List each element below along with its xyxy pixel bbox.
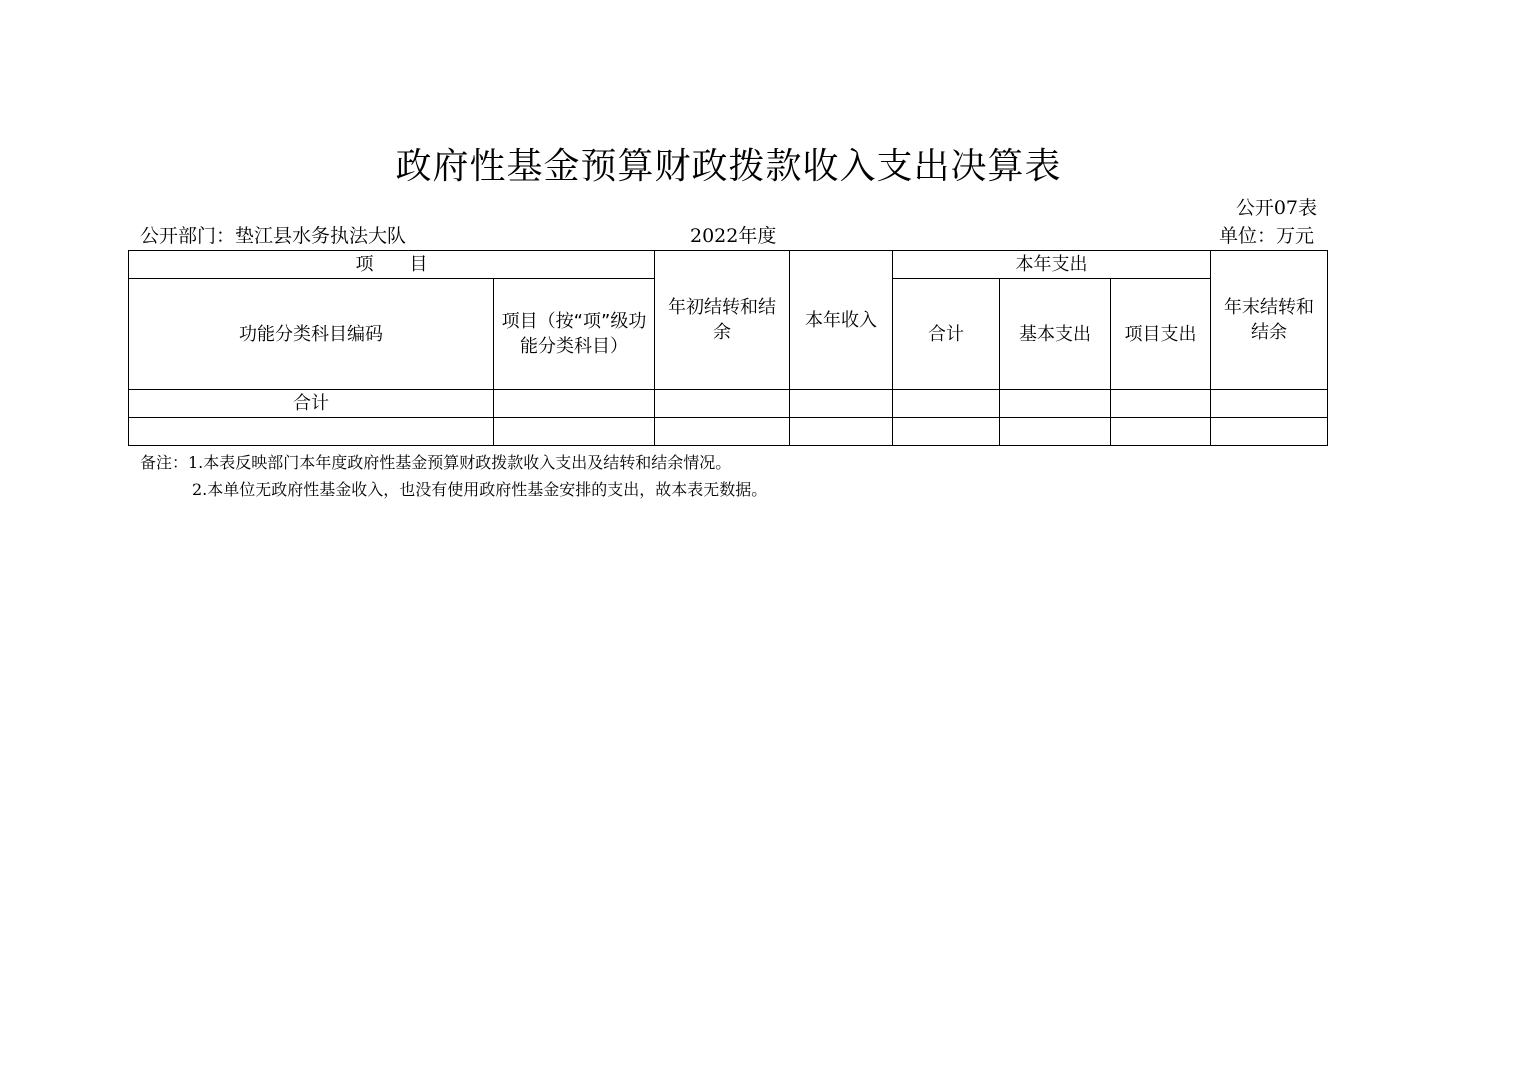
header-project-name: 项目（按“项”级功能分类科目） [494, 279, 655, 390]
total-expenditure-total-cell [893, 390, 1000, 418]
project-expenditure-cell [1111, 418, 1211, 446]
total-current-income-cell [790, 390, 893, 418]
project-name-cell [494, 418, 655, 446]
header-opening-balance: 年初结转和结余 [655, 251, 790, 390]
form-number: 公开07表 [1235, 197, 1317, 219]
header-current-income: 本年收入 [790, 251, 893, 390]
header-closing-balance: 年末结转和结余 [1211, 251, 1328, 390]
fund-budget-table [128, 250, 1328, 446]
header-func-code: 功能分类科目编码 [129, 279, 494, 390]
header-basic-expenditure: 基本支出 [1000, 279, 1111, 390]
header-current-expenditure: 本年支出 [893, 251, 1211, 279]
note-line-1: 备注：1.本表反映部门本年度政府性基金预算财政拨款收入支出及结转和结余情况。 [140, 453, 732, 472]
department-label: 公开部门：垫江县水务执法大队 [140, 225, 407, 247]
opening-balance-cell [655, 418, 790, 446]
header-project-expenditure: 项目支出 [1111, 279, 1211, 390]
expenditure-total-cell [893, 418, 1000, 446]
total-closing-balance-cell [1211, 390, 1328, 418]
table-row [129, 418, 1328, 446]
total-row-label: 合计 [129, 390, 494, 418]
total-opening-balance-cell [655, 390, 790, 418]
current-income-cell [790, 418, 893, 446]
notes [140, 449, 767, 503]
total-project-expenditure-cell [1111, 390, 1211, 418]
total-basic-expenditure-cell [1000, 390, 1111, 418]
header-row-1 [129, 251, 1328, 279]
note-line-2: 2.本单位无政府性基金收入，也没有使用政府性基金安排的支出，故本表无数据。 [192, 480, 768, 499]
func-code-cell [129, 418, 494, 446]
header-expenditure-total: 合计 [893, 279, 1000, 390]
fiscal-year-label: 2022年度 [690, 225, 777, 247]
basic-expenditure-cell [1000, 418, 1111, 446]
page-title-text: 政府性基金预算财政拨款收入支出决算表 [395, 146, 1062, 187]
header-project: 项 目 [129, 251, 655, 279]
closing-balance-cell [1211, 418, 1328, 446]
table-row-total [129, 390, 1328, 418]
page-title [0, 143, 1521, 191]
unit-label: 单位：万元 [1218, 225, 1314, 247]
total-project-name-cell [494, 390, 655, 418]
